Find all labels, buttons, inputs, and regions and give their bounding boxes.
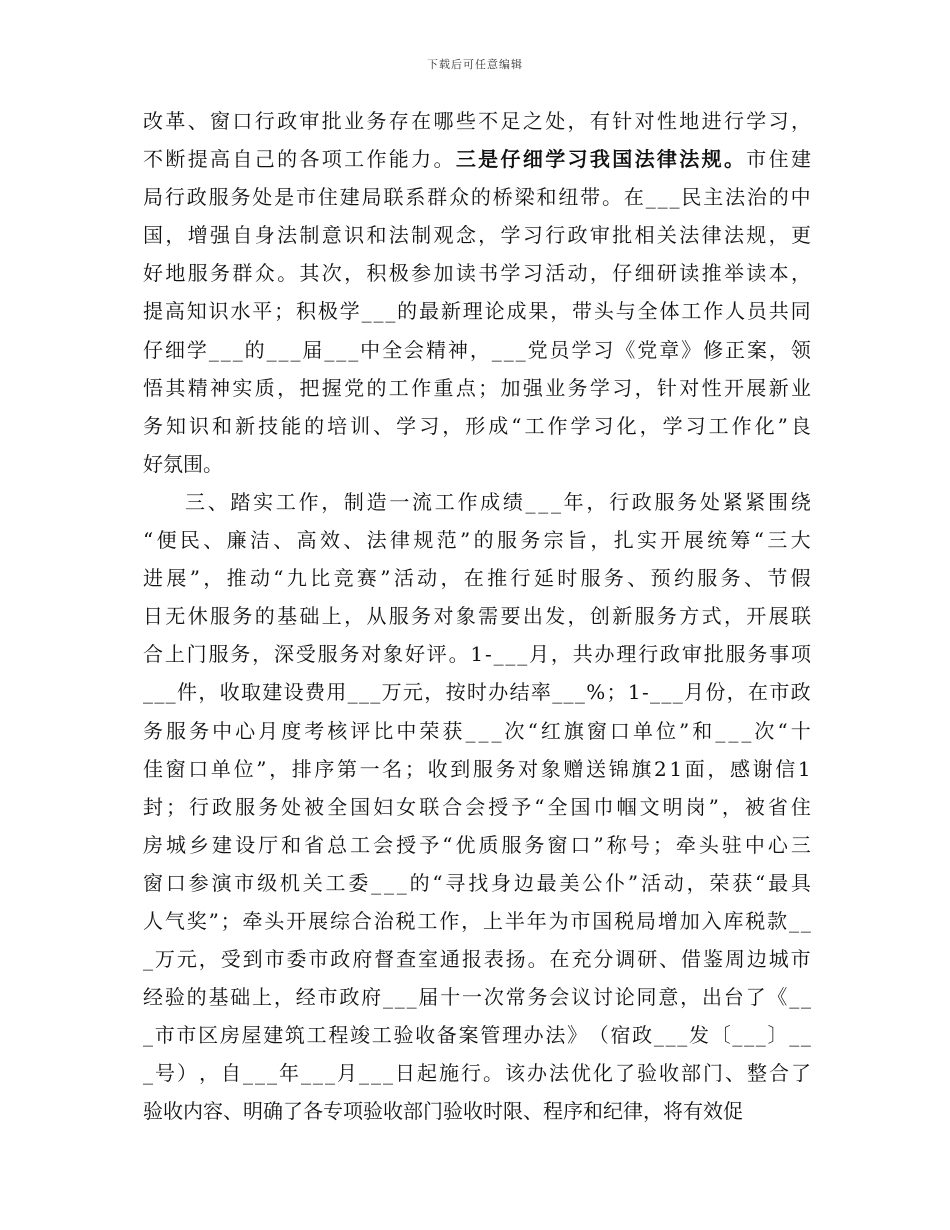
- text-line: 好氛围。: [143, 451, 223, 476]
- text-line: _ _ _ 件 ， 收 取 建 设 费 用 _ _ _ 万 元 ， 按 时 办 结 率 _ _ _ % ； 1 - _ _ _ 月 份 ， 在 市 政: [143, 680, 811, 705]
- text-line: _ 市 市 区 房 屋 建 筑 工 程 竣 工 验 收 备 案 管 理 办 法 》 （ 宿 政 _ _ _ 发 〔 _ _ _ 〕 _ _: [143, 1023, 811, 1048]
- text-line: 务 服 务 中 心 月 度 考 核 评 比 中 荣 获 _ _ _ 次 “ 红 旗 窗 口 单 位 ” 和 _ _ _ 次 “ 十: [143, 718, 811, 743]
- text-line: 验收内容、明确了各专项验收部门验收时限、程序和纪律，将有效促: [143, 1099, 743, 1124]
- text-line: _ 万 元 ， 受 到 市 委 市 政 府 督 查 室 通 报 表 扬 。 在 充 分 调 研 、 借 鉴 周 边 城 市: [143, 947, 811, 972]
- text-line: 进 展 ” ， 推 动 “ 九 比 竞 赛 ” 活 动 ， 在 推 行 延 时 服 务 、 预 约 服 务 、 节 假: [143, 566, 811, 591]
- text-line: 提 高 知 识 水 平 ； 积 极 学 _ _ _ 的 最 新 理 论 成 果 ， 带 头 与 全 体 工 作 人 员 共 同: [143, 299, 811, 324]
- text-line: 好 地 服 务 群 众 。 其 次 ， 积 极 参 加 读 书 学 习 活 动 ， 仔 细 研 读 推 举 读 本 ，: [143, 261, 811, 286]
- text-line: 封 ； 行 政 服 务 处 被 全 国 妇 女 联 合 会 授 予 “ 全 国 巾 帼 文 明 岗 ” ， 被 省 住: [143, 794, 811, 819]
- text-line: 人 气 奖 ” ； 牵 头 开 展 综 合 治 税 工 作 ， 上 半 年 为 市 国 税 局 增 加 入 库 税 款 _ _: [143, 908, 811, 933]
- text-line: 务 知 识 和 新 技 能 的 培 训 、 学 习 ， 形 成 “ 工 作 学 习 化 ， 学 习 工 作 化 ” 良: [143, 413, 811, 438]
- text-line: 合 上 门 服 务 ， 深 受 服 务 对 象 好 评 。 1 - _ _ _ 月 ， 共 办 理 行 政 审 批 服 务 事 项: [143, 642, 811, 667]
- text-line: 不 断 提 高 自 己 的 各 项 工 作 能 力 。 三 是 仔 细 学 习 我 国 法 律 法 规 。 市 住 建: [143, 147, 811, 172]
- text-line: 改 革 、 窗 口 行 政 审 批 业 务 存 在 哪 些 不 足 之 处 ， 有 针 对 性 地 进 行 学 习 ，: [143, 109, 811, 133]
- page-header: 下载后可任意编辑: [427, 58, 523, 71]
- text-line: 仔 细 学 _ _ _ 的 _ _ _ 届 _ _ _ 中 全 会 精 神 ， _ _ _ 党 员 学 习 《 党 章 》 修 正 案 ， 领: [143, 337, 811, 362]
- text-line: 国 ， 增 强 自 身 法 制 意 识 和 法 制 观 念 ， 学 习 行 政 审 批 相 关 法 律 法 规 ， 更: [143, 223, 811, 248]
- text-line: 局 行 政 服 务 处 是 市 住 建 局 联 系 群 众 的 桥 梁 和 纽 带 。 在 _ _ _ 民 主 法 治 的 中: [143, 185, 811, 210]
- text-line: 悟 其 精 神 实 质 ， 把 握 党 的 工 作 重 点 ； 加 强 业 务 学 习 ， 针 对 性 开 展 新 业: [143, 375, 811, 400]
- text-line: 房 城 乡 建 设 厅 和 省 总 工 会 授 予 “ 优 质 服 务 窗 口 ” 称 号 ； 牵 头 驻 中 心 三: [143, 832, 811, 857]
- document-body: [143, 102, 811, 1131]
- paragraph: [143, 483, 811, 1131]
- paragraph: [143, 102, 811, 483]
- text-line: 佳 窗 口 单 位 ” ， 排 序 第 一 名 ； 收 到 服 务 对 象 赠 送 锦 旗 2 1 面 ， 感 谢 信 1: [143, 756, 811, 781]
- text-line: 经 验 的 基 础 上 ， 经 市 政 府 _ _ _ 届 十 一 次 常 务 会 议 讨 论 同 意 ， 出 台 了 《 _ _: [143, 985, 811, 1010]
- text-line: 日 无 休 服 务 的 基 础 上 ， 从 服 务 对 象 需 要 出 发 ， 创 新 服 务 方 式 ， 开 展 联: [143, 604, 811, 629]
- text-line: “ 便 民 、 廉 洁 、 高 效 、 法 律 规 范 ” 的 服 务 宗 旨 ， 扎 实 开 展 统 筹 “ 三 大: [143, 528, 811, 553]
- text-line: _ 号 ） ， 自 _ _ _ 年 _ _ _ 月 _ _ _ 日 起 施 行 。 该 办 法 优 化 了 验 收 部 门 、 整 合 了: [143, 1061, 811, 1086]
- text-line: 窗 口 参 演 市 级 机 关 工 委 _ _ _ 的 “ 寻 找 身 边 最 美 公 仆 ” 活 动 ， 荣 获 “ 最 具: [143, 870, 811, 895]
- text-line: 三 、 踏 实 工 作 ， 制 造 一 流 工 作 成 绩 _ _ _ 年 ， 行 政 服 务 处 紧 紧 围 绕: [185, 489, 811, 514]
